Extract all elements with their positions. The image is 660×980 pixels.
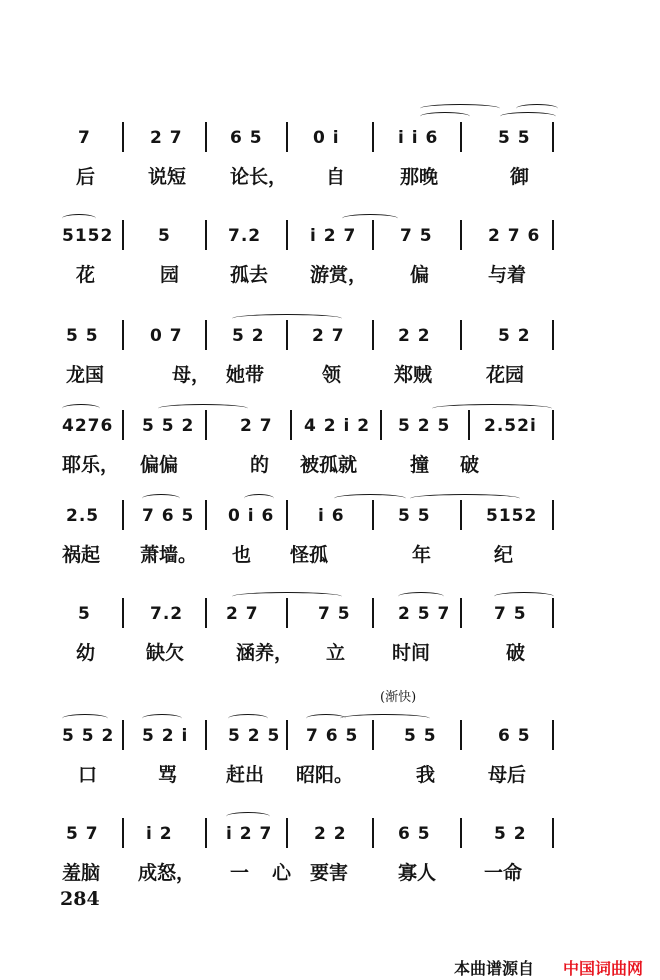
lyric: 与着 <box>488 264 527 286</box>
note-group: 6 5 <box>398 824 431 844</box>
note-group: 2 5 7 <box>398 604 451 624</box>
lyric: 自 <box>326 166 346 188</box>
barline <box>460 818 462 848</box>
barline <box>372 320 374 350</box>
lyric: 耶乐， <box>62 454 120 476</box>
note-group: 5 5 <box>498 128 531 148</box>
note-group: 5 5 2 <box>142 416 195 436</box>
note-group: 0 7 <box>150 326 183 346</box>
slur <box>410 494 520 503</box>
barline <box>205 500 207 530</box>
note-group: 7 6 5 <box>142 506 195 526</box>
lyric: 祸起 <box>62 544 101 566</box>
note-group: 0 i 6 <box>228 506 275 526</box>
lyric: 幼 <box>76 642 96 664</box>
lyric-line <box>0 760 660 800</box>
lyric: 论长， <box>230 166 288 188</box>
slur <box>494 592 554 601</box>
lyric-line <box>0 360 660 400</box>
lyric: 花园 <box>486 364 525 386</box>
lyric: 的 <box>250 454 270 476</box>
barline <box>552 720 554 750</box>
note-group: 7 5 <box>400 226 433 246</box>
slur <box>516 104 558 113</box>
barline <box>380 410 382 440</box>
note-group: i 2 <box>146 824 173 844</box>
lyric: 一命 <box>484 862 523 884</box>
slur <box>158 404 248 413</box>
slur <box>142 494 180 503</box>
barline <box>372 598 374 628</box>
note-group: 4276 <box>62 416 114 436</box>
note-group: 5 2 i <box>142 726 189 746</box>
barline <box>468 410 470 440</box>
note-group: 5 2 5 <box>398 416 451 436</box>
barline <box>460 220 462 250</box>
note-group: 5 <box>78 604 91 624</box>
barline <box>122 320 124 350</box>
lyric: 赶出 <box>226 764 265 786</box>
barline <box>372 818 374 848</box>
note-group: 5 5 2 <box>62 726 115 746</box>
barline <box>205 220 207 250</box>
barline <box>122 598 124 628</box>
note-group: 7.2 <box>228 226 262 246</box>
lyric: 成怒， <box>138 862 196 884</box>
lyric: 要害 <box>310 862 349 884</box>
barline <box>552 410 554 440</box>
lyric: 纪 <box>494 544 514 566</box>
barline <box>122 122 124 152</box>
barline <box>205 720 207 750</box>
slur <box>226 812 270 821</box>
barline <box>122 818 124 848</box>
note-group: 5152 <box>486 506 538 526</box>
note-group: 2 7 <box>150 128 183 148</box>
barline <box>372 220 374 250</box>
note-group: i 6 <box>318 506 345 526</box>
lyric: 心 <box>272 862 292 884</box>
note-group: i 2 7 <box>226 824 273 844</box>
lyric: 游赏， <box>310 264 368 286</box>
lyric: 郑贼 <box>394 364 433 386</box>
slur <box>420 112 470 121</box>
barline <box>460 500 462 530</box>
barline <box>205 410 207 440</box>
note-group: 7 6 5 <box>306 726 359 746</box>
barline <box>122 500 124 530</box>
lyric-line <box>0 450 660 490</box>
lyric: 龙国 <box>66 364 105 386</box>
note-group: 2 7 <box>226 604 259 624</box>
slur <box>62 214 96 223</box>
slur <box>244 494 274 503</box>
lyric: 她带 <box>226 364 265 386</box>
barline <box>286 500 288 530</box>
barline <box>372 122 374 152</box>
barline <box>286 598 288 628</box>
barline <box>205 598 207 628</box>
lyric: 偏 <box>410 264 430 286</box>
note-group: i i 6 <box>398 128 439 148</box>
note-group: 5 <box>158 226 171 246</box>
lyric-line <box>0 638 660 678</box>
lyric: 花 <box>76 264 96 286</box>
slur <box>398 592 444 601</box>
slur <box>334 494 406 503</box>
slur <box>432 404 552 413</box>
lyric: 一 <box>230 862 250 884</box>
page-number: 284 <box>60 888 100 910</box>
barline <box>205 122 207 152</box>
note-group: 6 5 <box>230 128 263 148</box>
barline <box>552 122 554 152</box>
note-group: 2.5 <box>66 506 100 526</box>
note-group: 5 5 <box>398 506 431 526</box>
slur <box>62 714 108 723</box>
barline <box>286 320 288 350</box>
barline <box>460 720 462 750</box>
barline <box>205 320 207 350</box>
barline <box>460 122 462 152</box>
lyric-line <box>0 540 660 580</box>
slur <box>228 714 268 723</box>
barline <box>552 818 554 848</box>
barline <box>552 500 554 530</box>
lyric: 萧墙。 <box>140 544 198 566</box>
lyric: 羞脑 <box>62 862 101 884</box>
lyric: 我 <box>416 764 436 786</box>
footer-source: 本曲谱源自 <box>454 959 535 978</box>
lyric-line <box>0 162 660 202</box>
note-group: 7 5 <box>318 604 351 624</box>
slur <box>142 714 182 723</box>
slur <box>500 112 556 121</box>
barline <box>122 220 124 250</box>
barline <box>552 320 554 350</box>
barline <box>372 500 374 530</box>
slur <box>232 592 342 601</box>
tempo-mark: (渐快) <box>380 690 417 705</box>
barline <box>286 818 288 848</box>
lyric: 御 <box>510 166 530 188</box>
barline <box>552 220 554 250</box>
lyric: 破 <box>460 454 480 476</box>
barline <box>205 818 207 848</box>
note-group: 2 7 <box>240 416 273 436</box>
lyric: 立 <box>326 642 346 664</box>
lyric: 怪孤 <box>290 544 329 566</box>
barline <box>460 320 462 350</box>
note-group: 7.2 <box>150 604 184 624</box>
lyric: 时间 <box>392 642 431 664</box>
lyric: 孤去 <box>230 264 269 286</box>
lyric: 口 <box>78 764 98 786</box>
lyric: 涵养， <box>236 642 294 664</box>
lyric: 偏偏 <box>140 454 179 476</box>
lyric: 缺欠 <box>146 642 185 664</box>
barline <box>290 410 292 440</box>
note-group: 7 <box>78 128 91 148</box>
lyric: 寡人 <box>398 862 437 884</box>
lyric: 领 <box>322 364 342 386</box>
barline <box>372 720 374 750</box>
lyric: 年 <box>412 544 432 566</box>
lyric-line <box>0 260 660 300</box>
note-group: 5 7 <box>66 824 99 844</box>
lyric: 母后 <box>488 764 527 786</box>
barline <box>122 410 124 440</box>
note-group: 0 i <box>313 128 340 148</box>
lyric: 园 <box>160 264 180 286</box>
barline <box>460 598 462 628</box>
note-group: i 2 7 <box>310 226 357 246</box>
slur <box>62 404 100 413</box>
lyric: 骂 <box>158 764 178 786</box>
lyric: 后 <box>76 166 96 188</box>
note-group: 5 2 <box>498 326 531 346</box>
lyric: 昭阳。 <box>296 764 354 786</box>
note-group: 4 2 i 2 <box>304 416 371 436</box>
lyric: 母， <box>172 364 211 386</box>
note-group: 7 5 <box>494 604 527 624</box>
slur <box>232 314 342 323</box>
note-group: 2 7 6 <box>488 226 541 246</box>
note-group: 6 5 <box>498 726 531 746</box>
barline <box>286 720 288 750</box>
note-group: 5 2 <box>494 824 527 844</box>
note-group: 5 2 <box>232 326 265 346</box>
lyric: 也 <box>232 544 252 566</box>
note-group: 2 7 <box>312 326 345 346</box>
barline <box>552 598 554 628</box>
slur <box>342 214 398 223</box>
note-group: 5152 <box>62 226 114 246</box>
slur <box>340 714 430 723</box>
lyric: 破 <box>506 642 526 664</box>
barline <box>122 720 124 750</box>
note-group: 2 2 <box>398 326 431 346</box>
note-group: 5 5 <box>404 726 437 746</box>
lyric: 撞 <box>410 454 430 476</box>
note-group: 5 2 5 <box>228 726 281 746</box>
barline <box>286 122 288 152</box>
lyric: 被孤就 <box>300 454 358 476</box>
note-group: 5 5 <box>66 326 99 346</box>
footer-site-link[interactable]: 中国词曲网 <box>563 959 644 978</box>
barline <box>286 220 288 250</box>
note-group: 2.52i <box>484 416 537 436</box>
lyric: 那晚 <box>400 166 439 188</box>
note-group: 2 2 <box>314 824 347 844</box>
lyric: 说短 <box>148 166 187 188</box>
